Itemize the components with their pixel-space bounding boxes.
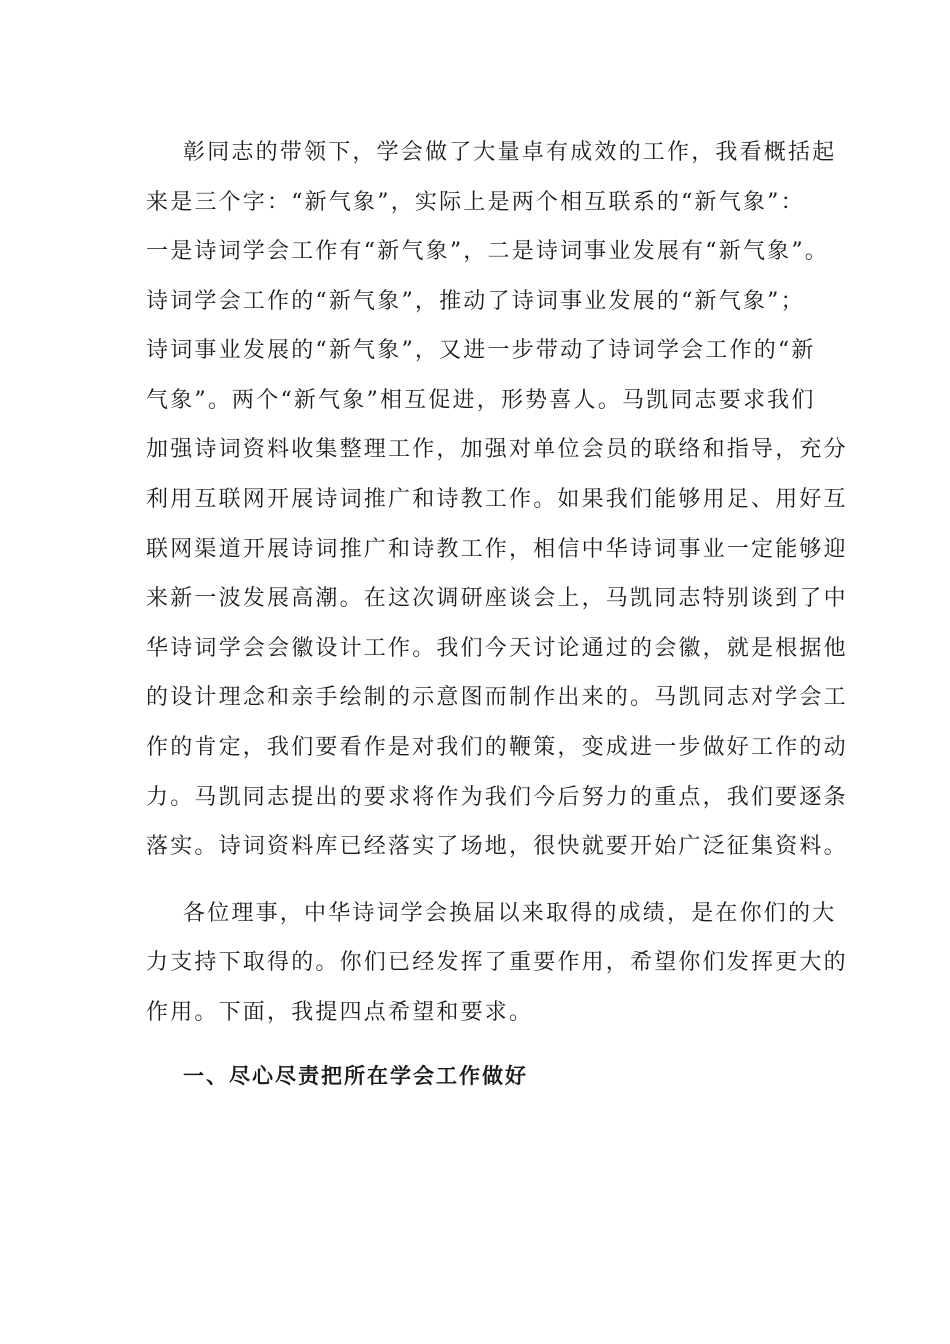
paragraph-1-line-3: 一是诗词学会工作有“新气象”，二是诗词事业发展有“新气象”。 <box>146 239 829 264</box>
paragraph-1-line-9: 联网渠道开展诗词推广和诗教工作，相信中华诗词事业一定能够迎 <box>146 537 848 562</box>
paragraph-1-line-7: 加强诗词资料收集整理工作，加强对单位会员的联络和指导，充分 <box>146 437 848 462</box>
paragraph-2-line-3: 作用。下面，我提四点希望和要求。 <box>146 1000 534 1025</box>
paragraph-1-line-4: 诗词学会工作的“新气象”，推动了诗词事业发展的“新气象”； <box>146 289 805 314</box>
paragraph-2-line-1: 各位理事，中华诗词学会换届以来取得的成绩，是在你们的大 <box>183 901 837 926</box>
paragraph-1-line-13: 作的肯定，我们要看作是对我们的鞭策，变成进一步做好工作的动 <box>146 735 848 760</box>
paragraph-2-line-2: 力支持下取得的。你们已经发挥了重要作用，希望你们发挥更大的 <box>146 950 848 975</box>
paragraph-1-line-15: 落实。诗词资料库已经落实了场地，很快就要开始广泛征集资料。 <box>146 834 848 859</box>
paragraph-1-line-6: 气象”。两个“新气象”相互促进，形势喜人。马凯同志要求我们 <box>146 388 816 413</box>
paragraph-1-line-2: 来是三个字：“新气象”，实际上是两个相互联系的“新气象”： <box>146 190 805 215</box>
paragraph-1-line-11: 华诗词学会会徽设计工作。我们今天讨论通过的会徽，就是根据他 <box>146 636 848 661</box>
paragraph-1-line-12: 的设计理念和亲手绘制的示意图而制作出来的。马凯同志对学会工 <box>146 685 848 710</box>
section-heading-1: 一、尽心尽责把所在学会工作做好 <box>183 1064 528 1088</box>
paragraph-1-line-10: 来新一波发展高潮。在这次调研座谈会上，马凯同志特别谈到了中 <box>146 586 848 611</box>
paragraph-1-line-14: 力。马凯同志提出的要求将作为我们今后努力的重点，我们要逐条 <box>146 785 848 810</box>
paragraph-1-line-8: 利用互联网开展诗词推广和诗教工作。如果我们能够用足、用好互 <box>146 487 848 512</box>
paragraph-1-line-1: 彰同志的带领下，学会做了大量卓有成效的工作，我看概括起 <box>183 140 837 165</box>
paragraph-1-line-5: 诗词事业发展的“新气象”，又进一步带动了诗词学会工作的“新 <box>146 338 816 363</box>
